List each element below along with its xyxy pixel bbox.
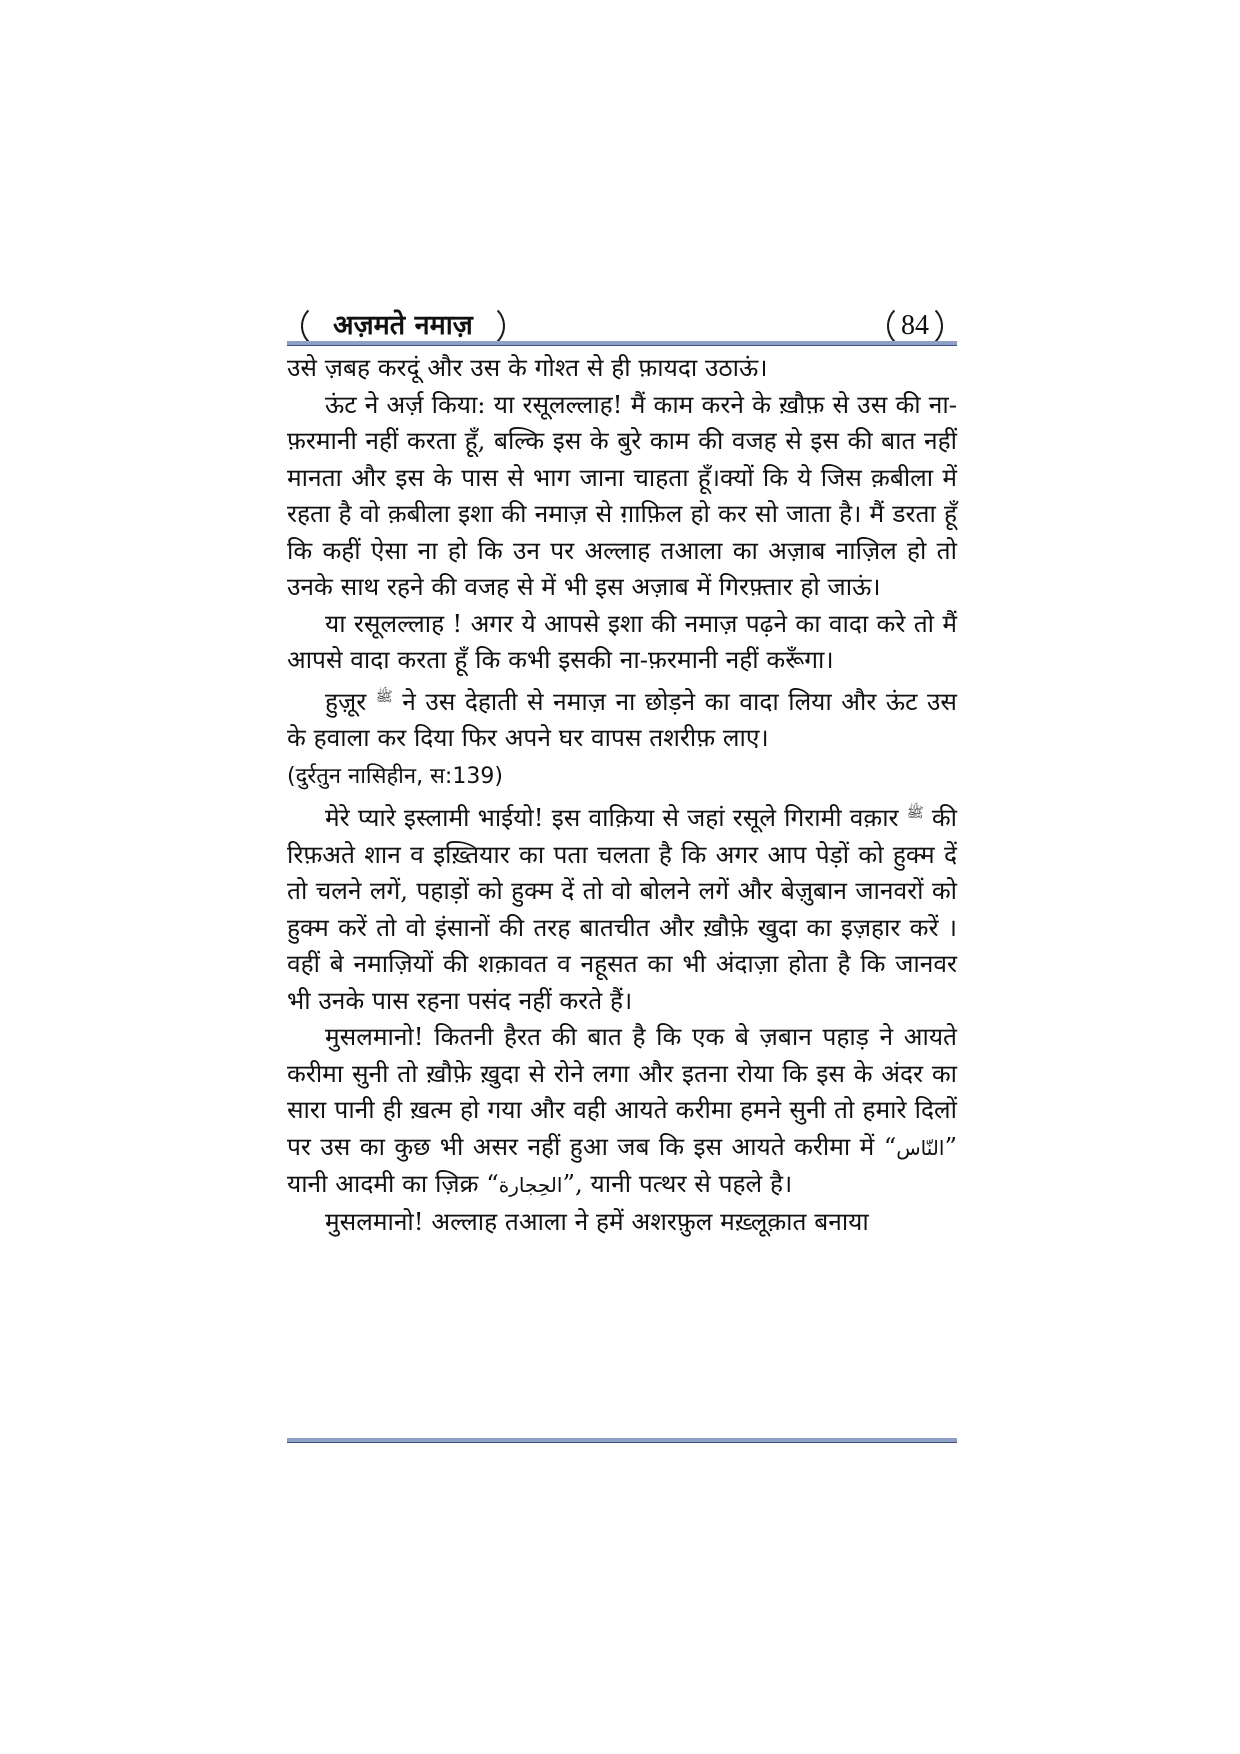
salutation-seal-icon: ﷺ xyxy=(375,688,393,705)
book-title: अज़मते नमाज़ xyxy=(301,303,505,349)
paragraph-5-text-b: की रिफ़अते शान व इख़्तियार का पता चलता है कि अगर आप पेड़ों को हुक्म दें तो चलने लगें, पहाड़ों को हुक्म दें तो वो बोलने लगें और बेज़ुबान जानवरों को हुक्म करें तो वो इंसानों की तरह बातचीत और ख़ौफ़े खुदा का इज़हार करें । वहीं बे नमाज़ियों की शक़ावत व नहूसत का भी अंदाज़ा होता है कि जानवर भी उनके पास रहना पसंद नहीं करते हैं। xyxy=(287,803,958,1015)
paragraph-5-text-a: मेरे प्यारे इस्लामी भाईयो! इस वाक़िया से जहां रसूले गिरामी वक़ार xyxy=(325,803,899,833)
header-divider xyxy=(287,341,957,346)
footer-divider xyxy=(287,1438,957,1443)
arabic-word-an-nas: النّاس xyxy=(896,1135,945,1160)
paragraph-1: उसे ज़बह करदूं और उस के गोश्त से ही फ़ायदा उठाऊं। xyxy=(287,353,768,382)
paragraph-5 xyxy=(287,795,957,1019)
paragraph-4-text-a: हुज़ूर xyxy=(325,686,367,716)
salutation-seal-icon: ﷺ xyxy=(906,805,924,822)
page-number: 84 xyxy=(887,303,943,349)
paragraph-3: या रसूलल्लाह ! अगर ये आपसे इशा की नमाज़ पढ़ने का वादा करे तो मैं आपसे वादा करता हूँ कि कभी इसकी ना-फ़रमानी नहीं करूँगा। xyxy=(287,608,957,674)
paragraph-6-text-b: ” यानी आदमी का ज़िक्र “ xyxy=(287,1131,957,1199)
arabic-word-al-hijara: الحِجارة xyxy=(498,1173,563,1198)
paragraph-6-text-c: ”, यानी पत्थर से पहले है। xyxy=(562,1169,793,1199)
paragraph-4-text-b: ने उस देहाती से नमाज़ ना छोड़ने का वादा लिया और ऊंट उस के हवाला कर दिया फिर अपने घर वापस तशरीफ़ लाए। xyxy=(287,686,957,753)
citation: (दुर्रतुन नासिहीन, स:139) xyxy=(287,763,503,789)
paragraph-4 xyxy=(287,679,957,796)
paragraph-6-text-a: मुसलमानो! कितनी हैरत की बात है कि एक बे ज़बान पहाड़ ने आयते करीमा सुनी तो ख़ौफ़े ख़ुदा से रोने लगा और इतना रोया कि इस के अंदर का सारा पानी ही ख़त्म हो गया और वही आयते करीमा हमने सुनी तो हमारे दिलों पर उस का कुछ भी असर नहीं हुआ जब कि इस आयते करीमा में “ xyxy=(287,1022,957,1161)
paragraph-7: मुसलमानो! अल्लाह तआला ने हमें अशरफ़ुल मख़्लूक़ात बनाया xyxy=(325,1206,869,1236)
paragraph-2: ऊंट ने अर्ज़ किया: या रसूलल्लाह! मैं काम करने के ख़ौफ़ से उस की ना-फ़रमानी नहीं करता हूँ, बल्कि इस के बुरे काम की वजह से इस की बात नहीं मानता और इस के पास से भाग जाना चाहता हूँ।क्यों कि ये जिस क़बीला में रहता है वो क़बीला इशा की नमाज़ से ग़ाफ़िल हो कर सो जाता है। मैं डरता हूँ कि कहीं ऐसा ना हो कि उन पर अल्लाह तआला का अज़ाब नाज़िल हो तो उनके साथ रहने की वजह से में भी इस अज़ाब में गिरफ़्तार हो जाऊं। xyxy=(287,389,957,601)
page-body xyxy=(287,350,957,1240)
paragraph-6 xyxy=(287,1019,957,1204)
